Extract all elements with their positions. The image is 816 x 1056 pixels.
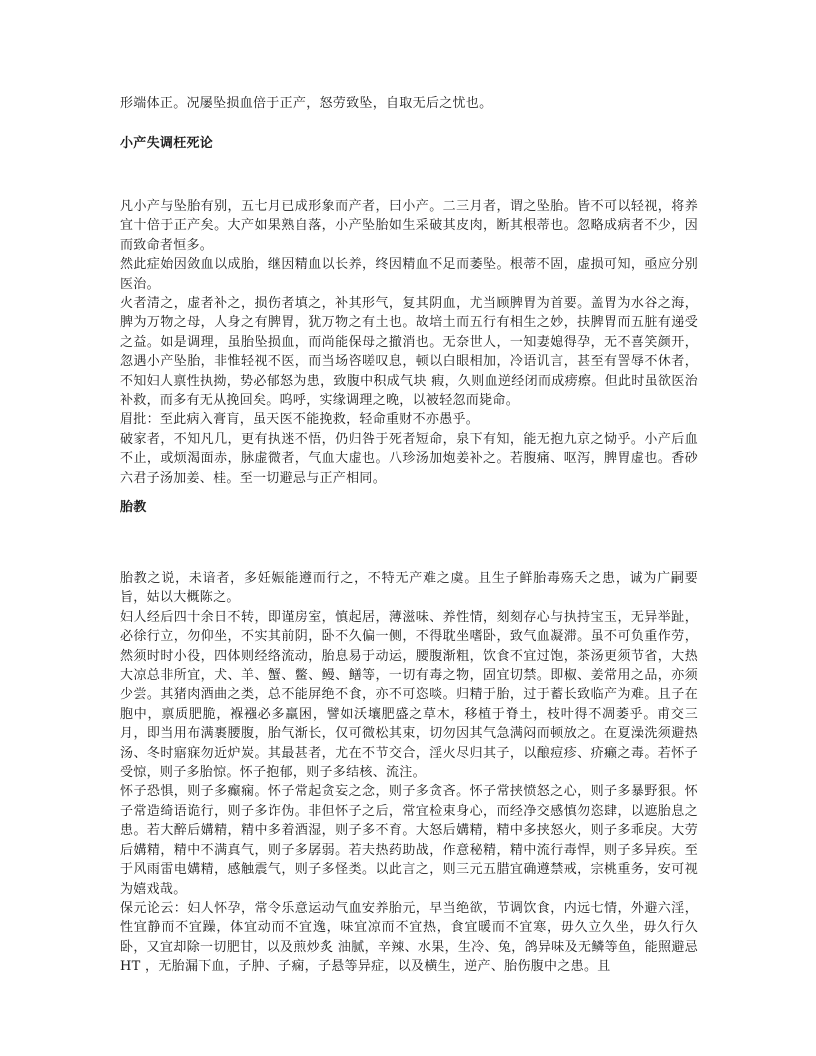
paragraph: 破家者，不知凡几，更有执迷不悟，仍归咎于死者短命，泉下有知，能无抱九京之恸乎。小产后血不止，或烦渴面赤，脉虚微者，气血大虚也。八珍汤加炮姜补之。若腹痛、呕泻，脾胃虚也。香砂六君子汤加姜、桂。至一切避忌与正产相同。 bbox=[120, 431, 698, 486]
paragraph: 火者清之，虚者补之，损伤者填之，补其形气，复其阴血，尤当顾脾胃为首要。盖胃为水谷之海，脾为万物之母，人身之有脾胃，犹万物之有土也。故培土而五行有相生之妙，扶脾胃而五脏有递受之益。如是调理，虽胎坠损血，而尚能保母之撤消也。无奈世人，一知妻媳得孕，无不喜笑颜开，忽遇小产坠胎，非惟轻视不医，而当场咨嗟叹息，顿以白眼相加，冷语讥言，甚至有詈辱不休者，不知妇人禀性执拗，势必郁怒为患，致腹中积成气块 瘕，久则血逆经闭而成痨瘵。但此时虽欲医治补救，而多有无从挽回矣。呜呼，实缘调理之晚，以被轻忽而毙命。 bbox=[120, 296, 698, 409]
section-body-taijiao bbox=[120, 569, 698, 977]
paragraph: 凡小产与坠胎有别，五七月已成形象而产者，曰小产。二三月者，谓之坠胎。皆不可以轻视，将养宜十倍于正产矣。大产如果熟自落，小产坠胎如生采破其皮肉，断其根蒂也。忽略成病者不少，因而致命者恒多。 bbox=[120, 199, 698, 253]
section-body-xiaochan bbox=[120, 197, 698, 488]
paragraph: 保元论云：妇人怀孕，常令乐意运动气血安养胎元，早当绝欲，节调饮食，内远七情，外避六淫，性宜静而不宜躁，体宜动而不宜逸，味宜凉而不宜热，食宜暖而不宜寒，毋久立久坐，毋久行久卧，又宜却除一切肥甘，以及煎炒炙 油腻，辛辣、水果，生冷、兔，鸽异味及无鳞等鱼，能照避忌 HT ，无胎漏下血，子肿、子痫，子悬等异症，以及横生，逆产、胎伤腹中之患。且 bbox=[120, 900, 698, 975]
paragraph: 妇人经后四十余日不转，即谨房室，慎起居，薄滋味、养性情，刻刻存心与执持宝玉，无异举趾，必徐行立，勿仰坐，不实其前阴，卧不久偏一侧，不得耽坐嗜卧，致气血凝滞。虽不可负重作劳，然须时时小役，四体则经络流动，胎息易于动运，腰腹渐粗，饮食不宜过饱，茶汤更须节省，大热大凉总非所宜，犬、羊、蟹、鳖、鳗、鳝等，一切有毒之物，固宜切禁。即椒、姜常用之品，亦须少尝。其猪肉酒曲之类，总不能屏绝不食，亦不可恣啖。归精于胎，过于蓄长致临产为难。且子在胞中，禀质肥脆，褓襁必多羸困，譬如沃壤肥盛之草木，移植于脊土，枝叶得不凋萎乎。甫交三月，即当用布满裹腰腹，胎气渐长，仅可微松其束，切勿因其气急满闷而顿放之。在夏澡洗须避热汤、冬时寤寐勿近炉炭。其最甚者，尤在不节交合，淫火尽归其子，以酿痘疹、疥癞之毒。若怀子受惊，则子多胎惊。怀子抱郁，则子多结核、流注。 bbox=[120, 609, 698, 781]
section-heading-taijiao: 胎教 bbox=[120, 500, 147, 515]
section-heading-xiaochan: 小产失调枉死论 bbox=[120, 136, 214, 151]
intro-paragraph: 形端体正。况屡坠损血倍于正产，怒劳致坠，自取无后之忧也。 bbox=[120, 96, 493, 111]
paragraph: 然此症始因敛血以成胎，继因精血以长养，终因精血不足而萎坠。根蒂不固，虚损可知，亟应分别医治。 bbox=[120, 257, 698, 292]
paragraph: 怀子恐惧，则子多癫痫。怀子常起贪妄之念，则子多贪吝。怀子常挟愤怒之心，则子多暴野狠。怀子常造绮语诡行，则子多诈伪。非但怀子之后，常宜检束身心，而经净交感慎勿恣肆，以遮胎息之患。若大醉后媾精，精中多着酒湿，则子多不育。大怒后媾精，精中多挟怒火，则子多乖戾。大劳后媾精，精中不满真气，则子多孱弱。若夫热药助战，作意秘精，精中流行毒悍，则子多异疾。至于风雨雷电媾精，感触震气，则子多怪类。以此言之，则三元五腊宜确遵禁戒，宗桃重务，安可视为嬉戏哉。 bbox=[120, 784, 698, 897]
margin-note-paragraph: 眉批：至此病入膏肓，虽天医不能挽救，轻命重财不亦愚乎。 bbox=[120, 412, 480, 428]
paragraph: 胎教之说，未谙者，多妊娠能遵而行之，不特无产难之虞。且生子鲜胎毒殇夭之患，诚为广嗣要旨，姑以大概陈之。 bbox=[120, 571, 698, 606]
